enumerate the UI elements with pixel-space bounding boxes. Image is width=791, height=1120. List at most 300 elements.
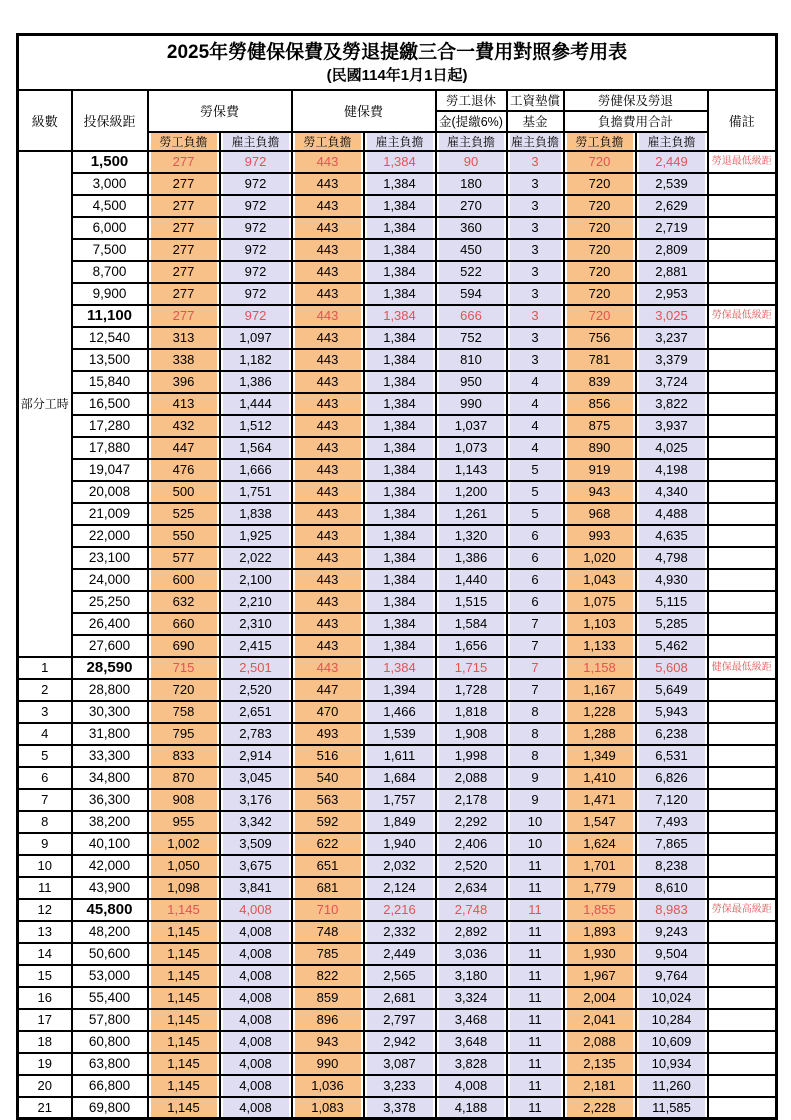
bracket-cell: 24,000 bbox=[72, 569, 148, 591]
table-row bbox=[18, 657, 777, 679]
health-employee-cell: 493 bbox=[292, 723, 364, 745]
col-header-health-insurance: 健保費 bbox=[292, 90, 436, 132]
level-cell: 15 bbox=[18, 965, 72, 987]
total-employer-cell: 5,943 bbox=[636, 701, 708, 723]
total-employee-cell: 968 bbox=[564, 503, 636, 525]
bracket-cell: 25,250 bbox=[72, 591, 148, 613]
total-employer-cell: 3,379 bbox=[636, 349, 708, 371]
table-row bbox=[18, 745, 777, 767]
remark-cell bbox=[708, 635, 777, 657]
total-employer-cell: 4,340 bbox=[636, 481, 708, 503]
remark-cell bbox=[708, 833, 777, 855]
bracket-cell: 27,600 bbox=[72, 635, 148, 657]
remark-cell bbox=[708, 1031, 777, 1053]
table-row bbox=[18, 613, 777, 635]
labor-employer-cell: 2,415 bbox=[220, 635, 292, 657]
labor-employee-cell: 1,145 bbox=[148, 1097, 220, 1119]
labor-employee-cell: 550 bbox=[148, 525, 220, 547]
health-employer-cell: 1,384 bbox=[364, 327, 436, 349]
total-employee-cell: 1,288 bbox=[564, 723, 636, 745]
health-employee-cell: 1,036 bbox=[292, 1075, 364, 1097]
labor-employer-cell: 2,022 bbox=[220, 547, 292, 569]
labor-employer-cell: 972 bbox=[220, 305, 292, 327]
wage-fund-employer-cell: 3 bbox=[507, 261, 564, 283]
pension-employer-cell: 2,406 bbox=[436, 833, 507, 855]
table-row bbox=[18, 283, 777, 305]
total-employer-cell: 11,260 bbox=[636, 1075, 708, 1097]
total-employee-cell: 1,075 bbox=[564, 591, 636, 613]
bracket-cell: 50,600 bbox=[72, 943, 148, 965]
health-employer-cell: 2,681 bbox=[364, 987, 436, 1009]
pension-employer-cell: 1,440 bbox=[436, 569, 507, 591]
total-employer-cell: 8,238 bbox=[636, 855, 708, 877]
labor-employer-cell: 4,008 bbox=[220, 987, 292, 1009]
bracket-cell: 13,500 bbox=[72, 349, 148, 371]
health-employer-cell: 1,384 bbox=[364, 217, 436, 239]
wage-fund-employer-cell: 8 bbox=[507, 701, 564, 723]
subheader-pension-employer: 雇主負擔 bbox=[436, 132, 507, 151]
labor-employer-cell: 3,342 bbox=[220, 811, 292, 833]
remark-cell bbox=[708, 591, 777, 613]
total-employee-cell: 1,967 bbox=[564, 965, 636, 987]
table-row bbox=[18, 1009, 777, 1031]
total-employer-cell: 4,025 bbox=[636, 437, 708, 459]
health-employer-cell: 2,797 bbox=[364, 1009, 436, 1031]
health-employee-cell: 443 bbox=[292, 393, 364, 415]
col-header-total-line2: 負擔費用合計 bbox=[564, 111, 708, 132]
remark-cell bbox=[708, 1053, 777, 1075]
health-employer-cell: 1,384 bbox=[364, 415, 436, 437]
table-row bbox=[18, 833, 777, 855]
subheader-health-employer: 雇主負擔 bbox=[364, 132, 436, 151]
bracket-cell: 16,500 bbox=[72, 393, 148, 415]
wage-fund-employer-cell: 11 bbox=[507, 1053, 564, 1075]
pension-employer-cell: 1,515 bbox=[436, 591, 507, 613]
labor-employee-cell: 447 bbox=[148, 437, 220, 459]
pension-employer-cell: 752 bbox=[436, 327, 507, 349]
table-row bbox=[18, 701, 777, 723]
bracket-cell: 42,000 bbox=[72, 855, 148, 877]
wage-fund-employer-cell: 7 bbox=[507, 613, 564, 635]
total-employee-cell: 1,779 bbox=[564, 877, 636, 899]
health-employer-cell: 1,384 bbox=[364, 547, 436, 569]
labor-employer-cell: 4,008 bbox=[220, 921, 292, 943]
labor-employee-cell: 795 bbox=[148, 723, 220, 745]
table-body bbox=[18, 151, 777, 1119]
labor-employee-cell: 277 bbox=[148, 305, 220, 327]
health-employer-cell: 1,684 bbox=[364, 767, 436, 789]
total-employer-cell: 5,462 bbox=[636, 635, 708, 657]
labor-employee-cell: 1,050 bbox=[148, 855, 220, 877]
bracket-cell: 48,200 bbox=[72, 921, 148, 943]
bracket-cell: 8,700 bbox=[72, 261, 148, 283]
labor-employee-cell: 277 bbox=[148, 261, 220, 283]
health-employee-cell: 443 bbox=[292, 305, 364, 327]
bracket-cell: 6,000 bbox=[72, 217, 148, 239]
remark-cell bbox=[708, 393, 777, 415]
health-employee-cell: 443 bbox=[292, 415, 364, 437]
labor-employee-cell: 525 bbox=[148, 503, 220, 525]
total-employer-cell: 5,285 bbox=[636, 613, 708, 635]
level-cell: 4 bbox=[18, 723, 72, 745]
level-cell: 20 bbox=[18, 1075, 72, 1097]
labor-employer-cell: 972 bbox=[220, 261, 292, 283]
col-header-level: 級數 bbox=[18, 90, 72, 151]
bracket-cell: 9,900 bbox=[72, 283, 148, 305]
title-row bbox=[18, 35, 777, 90]
bracket-cell: 7,500 bbox=[72, 239, 148, 261]
labor-employee-cell: 660 bbox=[148, 613, 220, 635]
total-employee-cell: 2,088 bbox=[564, 1031, 636, 1053]
labor-employer-cell: 972 bbox=[220, 217, 292, 239]
labor-employee-cell: 632 bbox=[148, 591, 220, 613]
pension-employer-cell: 810 bbox=[436, 349, 507, 371]
total-employee-cell: 1,893 bbox=[564, 921, 636, 943]
health-employer-cell: 1,849 bbox=[364, 811, 436, 833]
health-employee-cell: 443 bbox=[292, 503, 364, 525]
labor-employer-cell: 972 bbox=[220, 151, 292, 173]
total-employee-cell: 720 bbox=[564, 305, 636, 327]
total-employee-cell: 2,228 bbox=[564, 1097, 636, 1119]
health-employee-cell: 563 bbox=[292, 789, 364, 811]
health-employer-cell: 1,384 bbox=[364, 525, 436, 547]
health-employer-cell: 1,384 bbox=[364, 459, 436, 481]
labor-employee-cell: 1,145 bbox=[148, 943, 220, 965]
labor-employee-cell: 1,145 bbox=[148, 965, 220, 987]
total-employee-cell: 1,167 bbox=[564, 679, 636, 701]
wage-fund-employer-cell: 11 bbox=[507, 899, 564, 921]
wage-fund-employer-cell: 7 bbox=[507, 657, 564, 679]
table-row bbox=[18, 239, 777, 261]
wage-fund-employer-cell: 3 bbox=[507, 239, 564, 261]
remark-cell bbox=[708, 525, 777, 547]
labor-employee-cell: 338 bbox=[148, 349, 220, 371]
remark-cell bbox=[708, 371, 777, 393]
bracket-cell: 53,000 bbox=[72, 965, 148, 987]
total-employee-cell: 1,547 bbox=[564, 811, 636, 833]
health-employer-cell: 1,384 bbox=[364, 371, 436, 393]
pension-employer-cell: 594 bbox=[436, 283, 507, 305]
health-employee-cell: 443 bbox=[292, 349, 364, 371]
wage-fund-employer-cell: 7 bbox=[507, 679, 564, 701]
total-employer-cell: 2,809 bbox=[636, 239, 708, 261]
wage-fund-employer-cell: 10 bbox=[507, 811, 564, 833]
remark-cell bbox=[708, 789, 777, 811]
total-employer-cell: 2,539 bbox=[636, 173, 708, 195]
health-employer-cell: 1,611 bbox=[364, 745, 436, 767]
labor-employee-cell: 1,145 bbox=[148, 1031, 220, 1053]
health-employer-cell: 1,384 bbox=[364, 503, 436, 525]
remark-cell bbox=[708, 701, 777, 723]
remark-cell bbox=[708, 1009, 777, 1031]
health-employee-cell: 443 bbox=[292, 195, 364, 217]
labor-employer-cell: 2,310 bbox=[220, 613, 292, 635]
health-employer-cell: 1,384 bbox=[364, 261, 436, 283]
health-employee-cell: 622 bbox=[292, 833, 364, 855]
col-header-pension-line1: 勞工退休 bbox=[436, 90, 507, 111]
bracket-cell: 15,840 bbox=[72, 371, 148, 393]
bracket-cell: 23,100 bbox=[72, 547, 148, 569]
health-employer-cell: 3,378 bbox=[364, 1097, 436, 1119]
table-row bbox=[18, 393, 777, 415]
total-employee-cell: 1,471 bbox=[564, 789, 636, 811]
total-employer-cell: 5,649 bbox=[636, 679, 708, 701]
total-employee-cell: 943 bbox=[564, 481, 636, 503]
health-employee-cell: 748 bbox=[292, 921, 364, 943]
total-employee-cell: 839 bbox=[564, 371, 636, 393]
health-employee-cell: 710 bbox=[292, 899, 364, 921]
subheader-total-employee: 勞工負擔 bbox=[564, 132, 636, 151]
wage-fund-employer-cell: 3 bbox=[507, 283, 564, 305]
wage-fund-employer-cell: 11 bbox=[507, 987, 564, 1009]
health-employee-cell: 443 bbox=[292, 173, 364, 195]
bracket-cell: 26,400 bbox=[72, 613, 148, 635]
total-employer-cell: 7,865 bbox=[636, 833, 708, 855]
labor-employee-cell: 432 bbox=[148, 415, 220, 437]
total-employee-cell: 720 bbox=[564, 195, 636, 217]
labor-employer-cell: 972 bbox=[220, 173, 292, 195]
health-employee-cell: 443 bbox=[292, 591, 364, 613]
level-cell: 2 bbox=[18, 679, 72, 701]
labor-employee-cell: 720 bbox=[148, 679, 220, 701]
wage-fund-employer-cell: 6 bbox=[507, 591, 564, 613]
labor-employee-cell: 1,145 bbox=[148, 1009, 220, 1031]
remark-cell bbox=[708, 1097, 777, 1119]
labor-employee-cell: 1,098 bbox=[148, 877, 220, 899]
health-employee-cell: 443 bbox=[292, 635, 364, 657]
health-employer-cell: 1,384 bbox=[364, 613, 436, 635]
health-employee-cell: 540 bbox=[292, 767, 364, 789]
bracket-cell: 31,800 bbox=[72, 723, 148, 745]
total-employer-cell: 9,243 bbox=[636, 921, 708, 943]
pension-employer-cell: 4,008 bbox=[436, 1075, 507, 1097]
wage-fund-employer-cell: 11 bbox=[507, 1031, 564, 1053]
table-row bbox=[18, 349, 777, 371]
pension-employer-cell: 2,088 bbox=[436, 767, 507, 789]
wage-fund-employer-cell: 3 bbox=[507, 173, 564, 195]
labor-employee-cell: 1,145 bbox=[148, 987, 220, 1009]
labor-employer-cell: 3,176 bbox=[220, 789, 292, 811]
wage-fund-employer-cell: 6 bbox=[507, 547, 564, 569]
labor-employee-cell: 500 bbox=[148, 481, 220, 503]
total-employer-cell: 5,115 bbox=[636, 591, 708, 613]
subheader-health-employee: 勞工負擔 bbox=[292, 132, 364, 151]
wage-fund-employer-cell: 3 bbox=[507, 217, 564, 239]
remark-cell bbox=[708, 965, 777, 987]
remark-cell bbox=[708, 547, 777, 569]
total-employer-cell: 2,719 bbox=[636, 217, 708, 239]
labor-employee-cell: 908 bbox=[148, 789, 220, 811]
labor-employer-cell: 3,509 bbox=[220, 833, 292, 855]
health-employee-cell: 443 bbox=[292, 327, 364, 349]
remark-cell bbox=[708, 217, 777, 239]
subheader-labor-employee: 勞工負擔 bbox=[148, 132, 220, 151]
level-cell: 3 bbox=[18, 701, 72, 723]
table-row bbox=[18, 217, 777, 239]
remark-cell bbox=[708, 173, 777, 195]
fee-table bbox=[16, 33, 778, 1120]
labor-employer-cell: 2,914 bbox=[220, 745, 292, 767]
labor-employee-cell: 1,002 bbox=[148, 833, 220, 855]
total-employer-cell: 4,198 bbox=[636, 459, 708, 481]
wage-fund-employer-cell: 11 bbox=[507, 921, 564, 943]
health-employee-cell: 443 bbox=[292, 657, 364, 679]
health-employee-cell: 651 bbox=[292, 855, 364, 877]
total-employee-cell: 1,103 bbox=[564, 613, 636, 635]
remark-cell: 勞保最低級距 bbox=[708, 305, 777, 327]
total-employer-cell: 7,493 bbox=[636, 811, 708, 833]
health-employer-cell: 1,384 bbox=[364, 591, 436, 613]
remark-cell bbox=[708, 987, 777, 1009]
health-employer-cell: 1,384 bbox=[364, 635, 436, 657]
wage-fund-employer-cell: 5 bbox=[507, 459, 564, 481]
col-header-total-line1: 勞健保及勞退 bbox=[564, 90, 708, 111]
wage-fund-employer-cell: 3 bbox=[507, 305, 564, 327]
subheader-labor-employer: 雇主負擔 bbox=[220, 132, 292, 151]
pension-employer-cell: 1,320 bbox=[436, 525, 507, 547]
table-row bbox=[18, 987, 777, 1009]
health-employee-cell: 443 bbox=[292, 239, 364, 261]
table-row bbox=[18, 1075, 777, 1097]
pension-employer-cell: 2,520 bbox=[436, 855, 507, 877]
wage-fund-employer-cell: 11 bbox=[507, 943, 564, 965]
table-row bbox=[18, 789, 777, 811]
pension-employer-cell: 1,143 bbox=[436, 459, 507, 481]
bracket-cell: 21,009 bbox=[72, 503, 148, 525]
health-employee-cell: 681 bbox=[292, 877, 364, 899]
table-row bbox=[18, 371, 777, 393]
pension-employer-cell: 666 bbox=[436, 305, 507, 327]
pension-employer-cell: 3,828 bbox=[436, 1053, 507, 1075]
total-employer-cell: 2,449 bbox=[636, 151, 708, 173]
total-employee-cell: 1,349 bbox=[564, 745, 636, 767]
wage-fund-employer-cell: 4 bbox=[507, 371, 564, 393]
remark-cell bbox=[708, 283, 777, 305]
table-row bbox=[18, 547, 777, 569]
table-row bbox=[18, 877, 777, 899]
bracket-cell: 38,200 bbox=[72, 811, 148, 833]
table-row bbox=[18, 965, 777, 987]
health-employer-cell: 1,757 bbox=[364, 789, 436, 811]
health-employee-cell: 443 bbox=[292, 261, 364, 283]
table-row bbox=[18, 415, 777, 437]
level-cell: 10 bbox=[18, 855, 72, 877]
col-header-wage-fund-line2: 基金 bbox=[507, 111, 564, 132]
bracket-cell: 40,100 bbox=[72, 833, 148, 855]
table-row bbox=[18, 459, 777, 481]
wage-fund-employer-cell: 10 bbox=[507, 833, 564, 855]
table-row bbox=[18, 261, 777, 283]
total-employee-cell: 720 bbox=[564, 283, 636, 305]
table-row bbox=[18, 679, 777, 701]
health-employee-cell: 443 bbox=[292, 525, 364, 547]
total-employee-cell: 720 bbox=[564, 261, 636, 283]
pension-employer-cell: 2,748 bbox=[436, 899, 507, 921]
health-employee-cell: 896 bbox=[292, 1009, 364, 1031]
labor-employee-cell: 955 bbox=[148, 811, 220, 833]
pension-employer-cell: 1,200 bbox=[436, 481, 507, 503]
table-row bbox=[18, 811, 777, 833]
labor-employer-cell: 1,386 bbox=[220, 371, 292, 393]
total-employee-cell: 2,041 bbox=[564, 1009, 636, 1031]
pension-employer-cell: 1,728 bbox=[436, 679, 507, 701]
table-row bbox=[18, 569, 777, 591]
remark-cell bbox=[708, 723, 777, 745]
bracket-cell: 1,500 bbox=[72, 151, 148, 173]
wage-fund-employer-cell: 8 bbox=[507, 745, 564, 767]
total-employer-cell: 8,983 bbox=[636, 899, 708, 921]
total-employer-cell: 3,822 bbox=[636, 393, 708, 415]
total-employee-cell: 1,624 bbox=[564, 833, 636, 855]
total-employee-cell: 1,158 bbox=[564, 657, 636, 679]
pension-employer-cell: 950 bbox=[436, 371, 507, 393]
table-row bbox=[18, 1053, 777, 1075]
wage-fund-employer-cell: 4 bbox=[507, 415, 564, 437]
labor-employee-cell: 577 bbox=[148, 547, 220, 569]
remark-cell bbox=[708, 679, 777, 701]
labor-employee-cell: 476 bbox=[148, 459, 220, 481]
pension-employer-cell: 360 bbox=[436, 217, 507, 239]
bracket-cell: 57,800 bbox=[72, 1009, 148, 1031]
labor-employee-cell: 277 bbox=[148, 173, 220, 195]
labor-employer-cell: 1,512 bbox=[220, 415, 292, 437]
health-employer-cell: 1,539 bbox=[364, 723, 436, 745]
labor-employer-cell: 2,783 bbox=[220, 723, 292, 745]
bracket-cell: 36,300 bbox=[72, 789, 148, 811]
health-employee-cell: 990 bbox=[292, 1053, 364, 1075]
remark-cell bbox=[708, 503, 777, 525]
labor-employee-cell: 690 bbox=[148, 635, 220, 657]
total-employee-cell: 756 bbox=[564, 327, 636, 349]
health-employee-cell: 443 bbox=[292, 547, 364, 569]
table-row bbox=[18, 481, 777, 503]
bracket-cell: 4,500 bbox=[72, 195, 148, 217]
pension-employer-cell: 1,584 bbox=[436, 613, 507, 635]
remark-cell: 勞保最高級距 bbox=[708, 899, 777, 921]
pension-employer-cell: 2,892 bbox=[436, 921, 507, 943]
level-cell: 9 bbox=[18, 833, 72, 855]
total-employee-cell: 720 bbox=[564, 239, 636, 261]
col-header-pension-line2: 金(提繳6%) bbox=[436, 111, 507, 132]
pension-employer-cell: 2,634 bbox=[436, 877, 507, 899]
labor-employer-cell: 2,520 bbox=[220, 679, 292, 701]
labor-employer-cell: 4,008 bbox=[220, 1031, 292, 1053]
health-employer-cell: 2,032 bbox=[364, 855, 436, 877]
wage-fund-employer-cell: 6 bbox=[507, 569, 564, 591]
pension-employer-cell: 3,468 bbox=[436, 1009, 507, 1031]
health-employer-cell: 1,384 bbox=[364, 239, 436, 261]
bracket-cell: 22,000 bbox=[72, 525, 148, 547]
labor-employee-cell: 1,145 bbox=[148, 1053, 220, 1075]
total-employer-cell: 8,610 bbox=[636, 877, 708, 899]
health-employee-cell: 443 bbox=[292, 437, 364, 459]
labor-employer-cell: 4,008 bbox=[220, 1097, 292, 1119]
health-employee-cell: 859 bbox=[292, 987, 364, 1009]
total-employee-cell: 890 bbox=[564, 437, 636, 459]
health-employee-cell: 785 bbox=[292, 943, 364, 965]
bracket-cell: 60,800 bbox=[72, 1031, 148, 1053]
pension-employer-cell: 1,818 bbox=[436, 701, 507, 723]
col-header-labor-insurance: 勞保費 bbox=[148, 90, 292, 132]
wage-fund-employer-cell: 11 bbox=[507, 965, 564, 987]
health-employer-cell: 1,384 bbox=[364, 195, 436, 217]
total-employee-cell: 993 bbox=[564, 525, 636, 547]
labor-employer-cell: 1,838 bbox=[220, 503, 292, 525]
table-row bbox=[18, 195, 777, 217]
labor-employer-cell: 1,097 bbox=[220, 327, 292, 349]
labor-employer-cell: 4,008 bbox=[220, 899, 292, 921]
table-row bbox=[18, 767, 777, 789]
